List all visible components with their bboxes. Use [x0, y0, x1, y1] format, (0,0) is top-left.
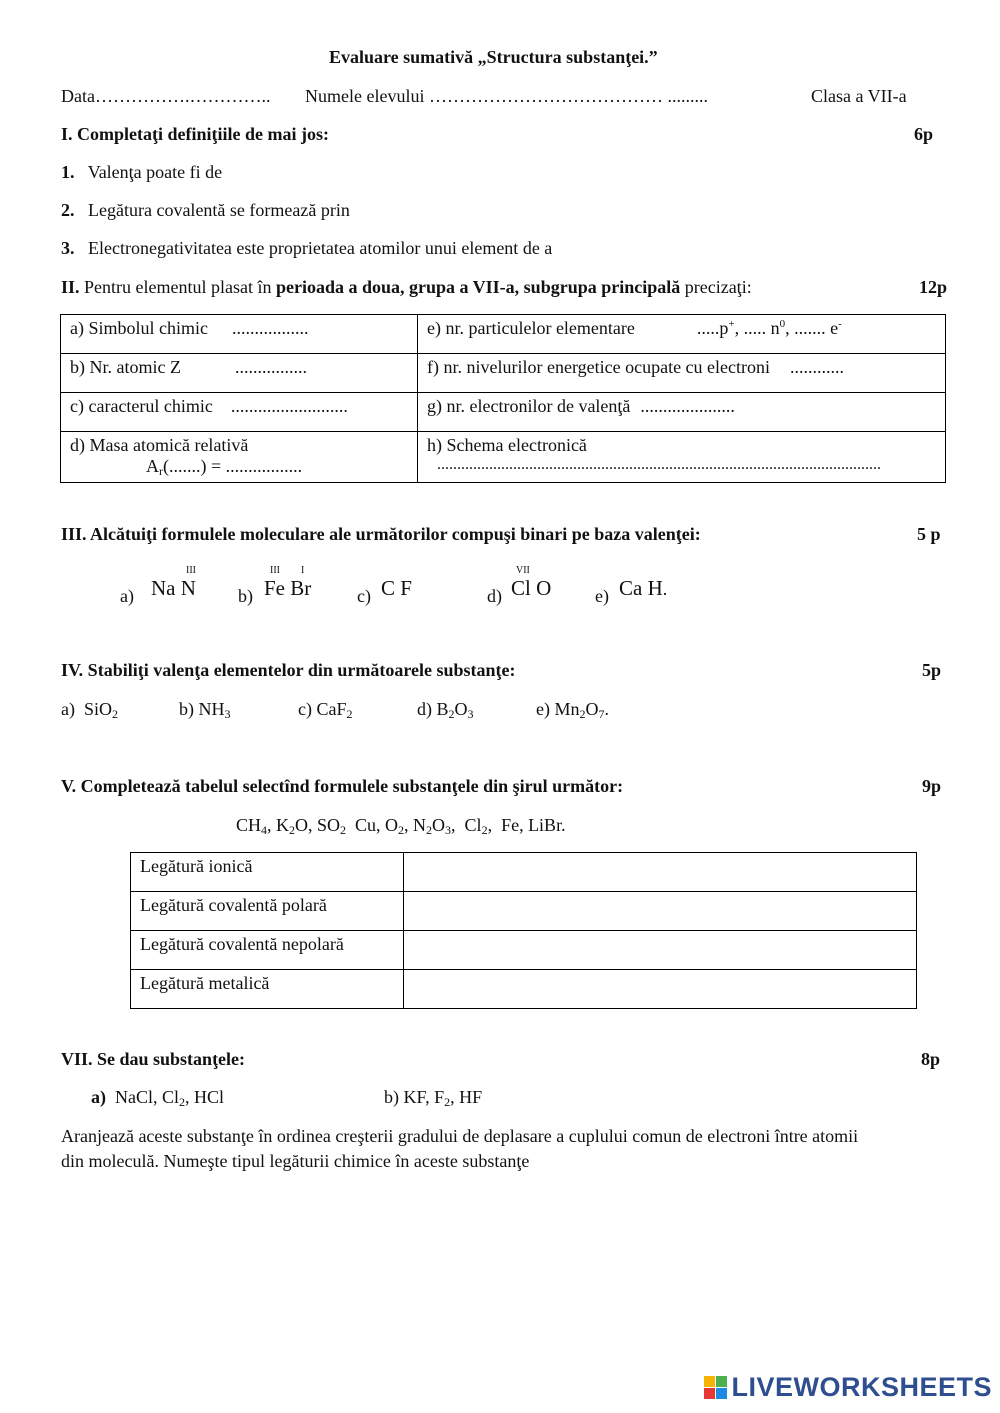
element-properties-table [60, 314, 946, 483]
answer-cell[interactable] [404, 853, 917, 892]
date-field-label: Data…………….………….. [61, 86, 271, 106]
section2-text-a: Pentru elementul plasat în [84, 277, 272, 297]
table-row [61, 354, 946, 393]
formula[interactable]: Na N [151, 576, 196, 600]
page-title: Evaluare sumativă „Structura substanţei.” [329, 47, 658, 67]
definition-item [61, 162, 222, 183]
student-name-label: Numele elevului ………………………………… ......... [305, 86, 708, 106]
bond-type-label: Legătură metalică [131, 970, 404, 1009]
answer-dots[interactable]: ................. [231, 318, 309, 338]
answer-cell[interactable] [404, 931, 917, 970]
substance-item: d) $B_2O_3$ [417, 699, 474, 721]
table-cell [61, 393, 418, 432]
cell-label: a) Simbolul chimic [70, 318, 208, 338]
item-letter: d) [487, 586, 502, 606]
table-cell [418, 354, 946, 393]
table-row [61, 315, 946, 354]
item-letter: c) [357, 586, 371, 606]
table-row [131, 853, 917, 892]
item-number: 1. [61, 162, 75, 182]
table-row [131, 970, 917, 1009]
table-cell [418, 393, 946, 432]
section7-title: VII. Se dau substanţele: [61, 1049, 246, 1069]
relative-mass-answer[interactable]: $A_r(.......)$ = ................. [146, 456, 303, 478]
valence-label: III [270, 565, 280, 576]
formula[interactable]: Cl O [511, 576, 552, 600]
liveworksheets-logo [704, 1372, 992, 1403]
cell-label: c) caracterul chimic [70, 396, 213, 416]
table-row [131, 931, 917, 970]
bond-type-label: Legătură covalentă nepolară [131, 931, 404, 970]
section2-lead: II. [61, 277, 80, 297]
item-number: 2. [61, 200, 75, 220]
formula[interactable]: Fe Br [264, 576, 312, 600]
item-letter: b) [238, 586, 253, 606]
section3-title: III. Alcătuiţi formulele moleculare ale următorilor compuşi binari pe baza valenţei: [61, 524, 701, 544]
item-text: Legătura covalentă se formează prin [88, 200, 350, 220]
cell-label: f) nr. nivelurilor energetice ocupate cu electroni [427, 357, 771, 377]
table-row [131, 892, 917, 931]
class-label: Clasa a VII-a [811, 86, 907, 106]
substance-item: a) SiO$_2$ [61, 699, 118, 721]
cell-label: d) Masa atomică relativă [70, 435, 249, 455]
section2-title [61, 277, 752, 298]
table-cell [61, 432, 418, 483]
definition-item [61, 200, 350, 221]
cell-label: h) Schema electronică [427, 435, 587, 455]
logo-text: LIVEWORKSHEETS [731, 1372, 992, 1402]
electron-scheme-answer[interactable]: ............................................................................................................... [437, 456, 881, 473]
substance-item: b) $NH_3$ [179, 699, 231, 721]
substance-list: $CH_4$, $K_2O$, $SO_2$ Cu, $O_2$, $N_2O_3$, $Cl_2$, Fe, LiBr. [236, 815, 566, 837]
definition-item [61, 238, 552, 259]
section2-points: 12p [919, 277, 948, 297]
answer-cell[interactable] [404, 970, 917, 1009]
table-row [61, 432, 946, 483]
item-number: 3. [61, 238, 75, 258]
section5-points: 9p [922, 776, 942, 796]
substances-b: b) KF, $F_2$, HF [384, 1087, 483, 1109]
table-cell [418, 315, 946, 354]
particles-answer[interactable]: .....p+, ..... $n^0$, ....... e- [696, 318, 842, 338]
section5-title: V. Completează tabelul selectînd formulele substanţele din şirul următor: [61, 776, 624, 796]
table-cell [418, 432, 946, 483]
section4-title: IV. Stabiliţi valenţa elementelor din următoarele substanţe: [61, 660, 516, 680]
item-letter: a) [120, 586, 134, 606]
table-cell [61, 315, 418, 354]
bond-type-label: Legătură ionică [131, 853, 404, 892]
answer-dots[interactable]: ............ [790, 357, 845, 377]
liveworksheets-logo-icon [704, 1376, 727, 1399]
item-text: Electronegativitatea este proprietatea atomilor unui element de a [88, 238, 553, 258]
section1-points: 6p [914, 124, 934, 144]
table-row [61, 393, 946, 432]
valence-label: III [186, 565, 196, 576]
item-letter: e) [595, 586, 609, 606]
cell-label: e) nr. particulelor elementare [427, 318, 635, 338]
cell-label: b) Nr. atomic Z [70, 357, 181, 377]
section2-text-b: precizaţi: [684, 277, 752, 297]
section4-points: 5p [922, 660, 942, 680]
valence-label: I [301, 565, 305, 576]
formula[interactable]: C F [381, 576, 412, 600]
task-paragraph-line2: din moleculă. Numeşte tipul legăturii chimice în aceste substanţe [61, 1151, 530, 1171]
item-text: Valenţa poate fi de [87, 162, 223, 182]
section2-text-bold: perioada a doua, grupa a VII-a, subgrupa principală [275, 277, 681, 297]
substance-item: e) $Mn_2O_7$. [536, 699, 609, 721]
formula[interactable]: Ca H. [619, 576, 668, 600]
section1-title: I. Completaţi definiţiile de mai jos: [61, 124, 329, 144]
task-paragraph-line1: Aranjează aceste substanţe în ordinea creşterii gradului de deplasare a cuplului comun de electroni între atomii [61, 1126, 859, 1146]
valence-label: VII [516, 565, 530, 576]
bond-type-label: Legătură covalentă polară [131, 892, 404, 931]
substance-item: c) CaF$_2$ [298, 699, 353, 721]
answer-dots[interactable]: ................ [234, 357, 307, 377]
answer-dots[interactable]: .......................... [230, 396, 348, 416]
bond-type-table [130, 852, 917, 1009]
answer-cell[interactable] [404, 892, 917, 931]
section3-points: 5 p [917, 524, 941, 544]
cell-label: g) nr. electronilor de valenţă [427, 396, 631, 416]
table-cell [61, 354, 418, 393]
answer-dots[interactable]: ..................... [640, 396, 735, 416]
section7-points: 8p [921, 1049, 941, 1069]
substances-a: a) NaCl, $Cl_2$, HCl [91, 1087, 225, 1109]
